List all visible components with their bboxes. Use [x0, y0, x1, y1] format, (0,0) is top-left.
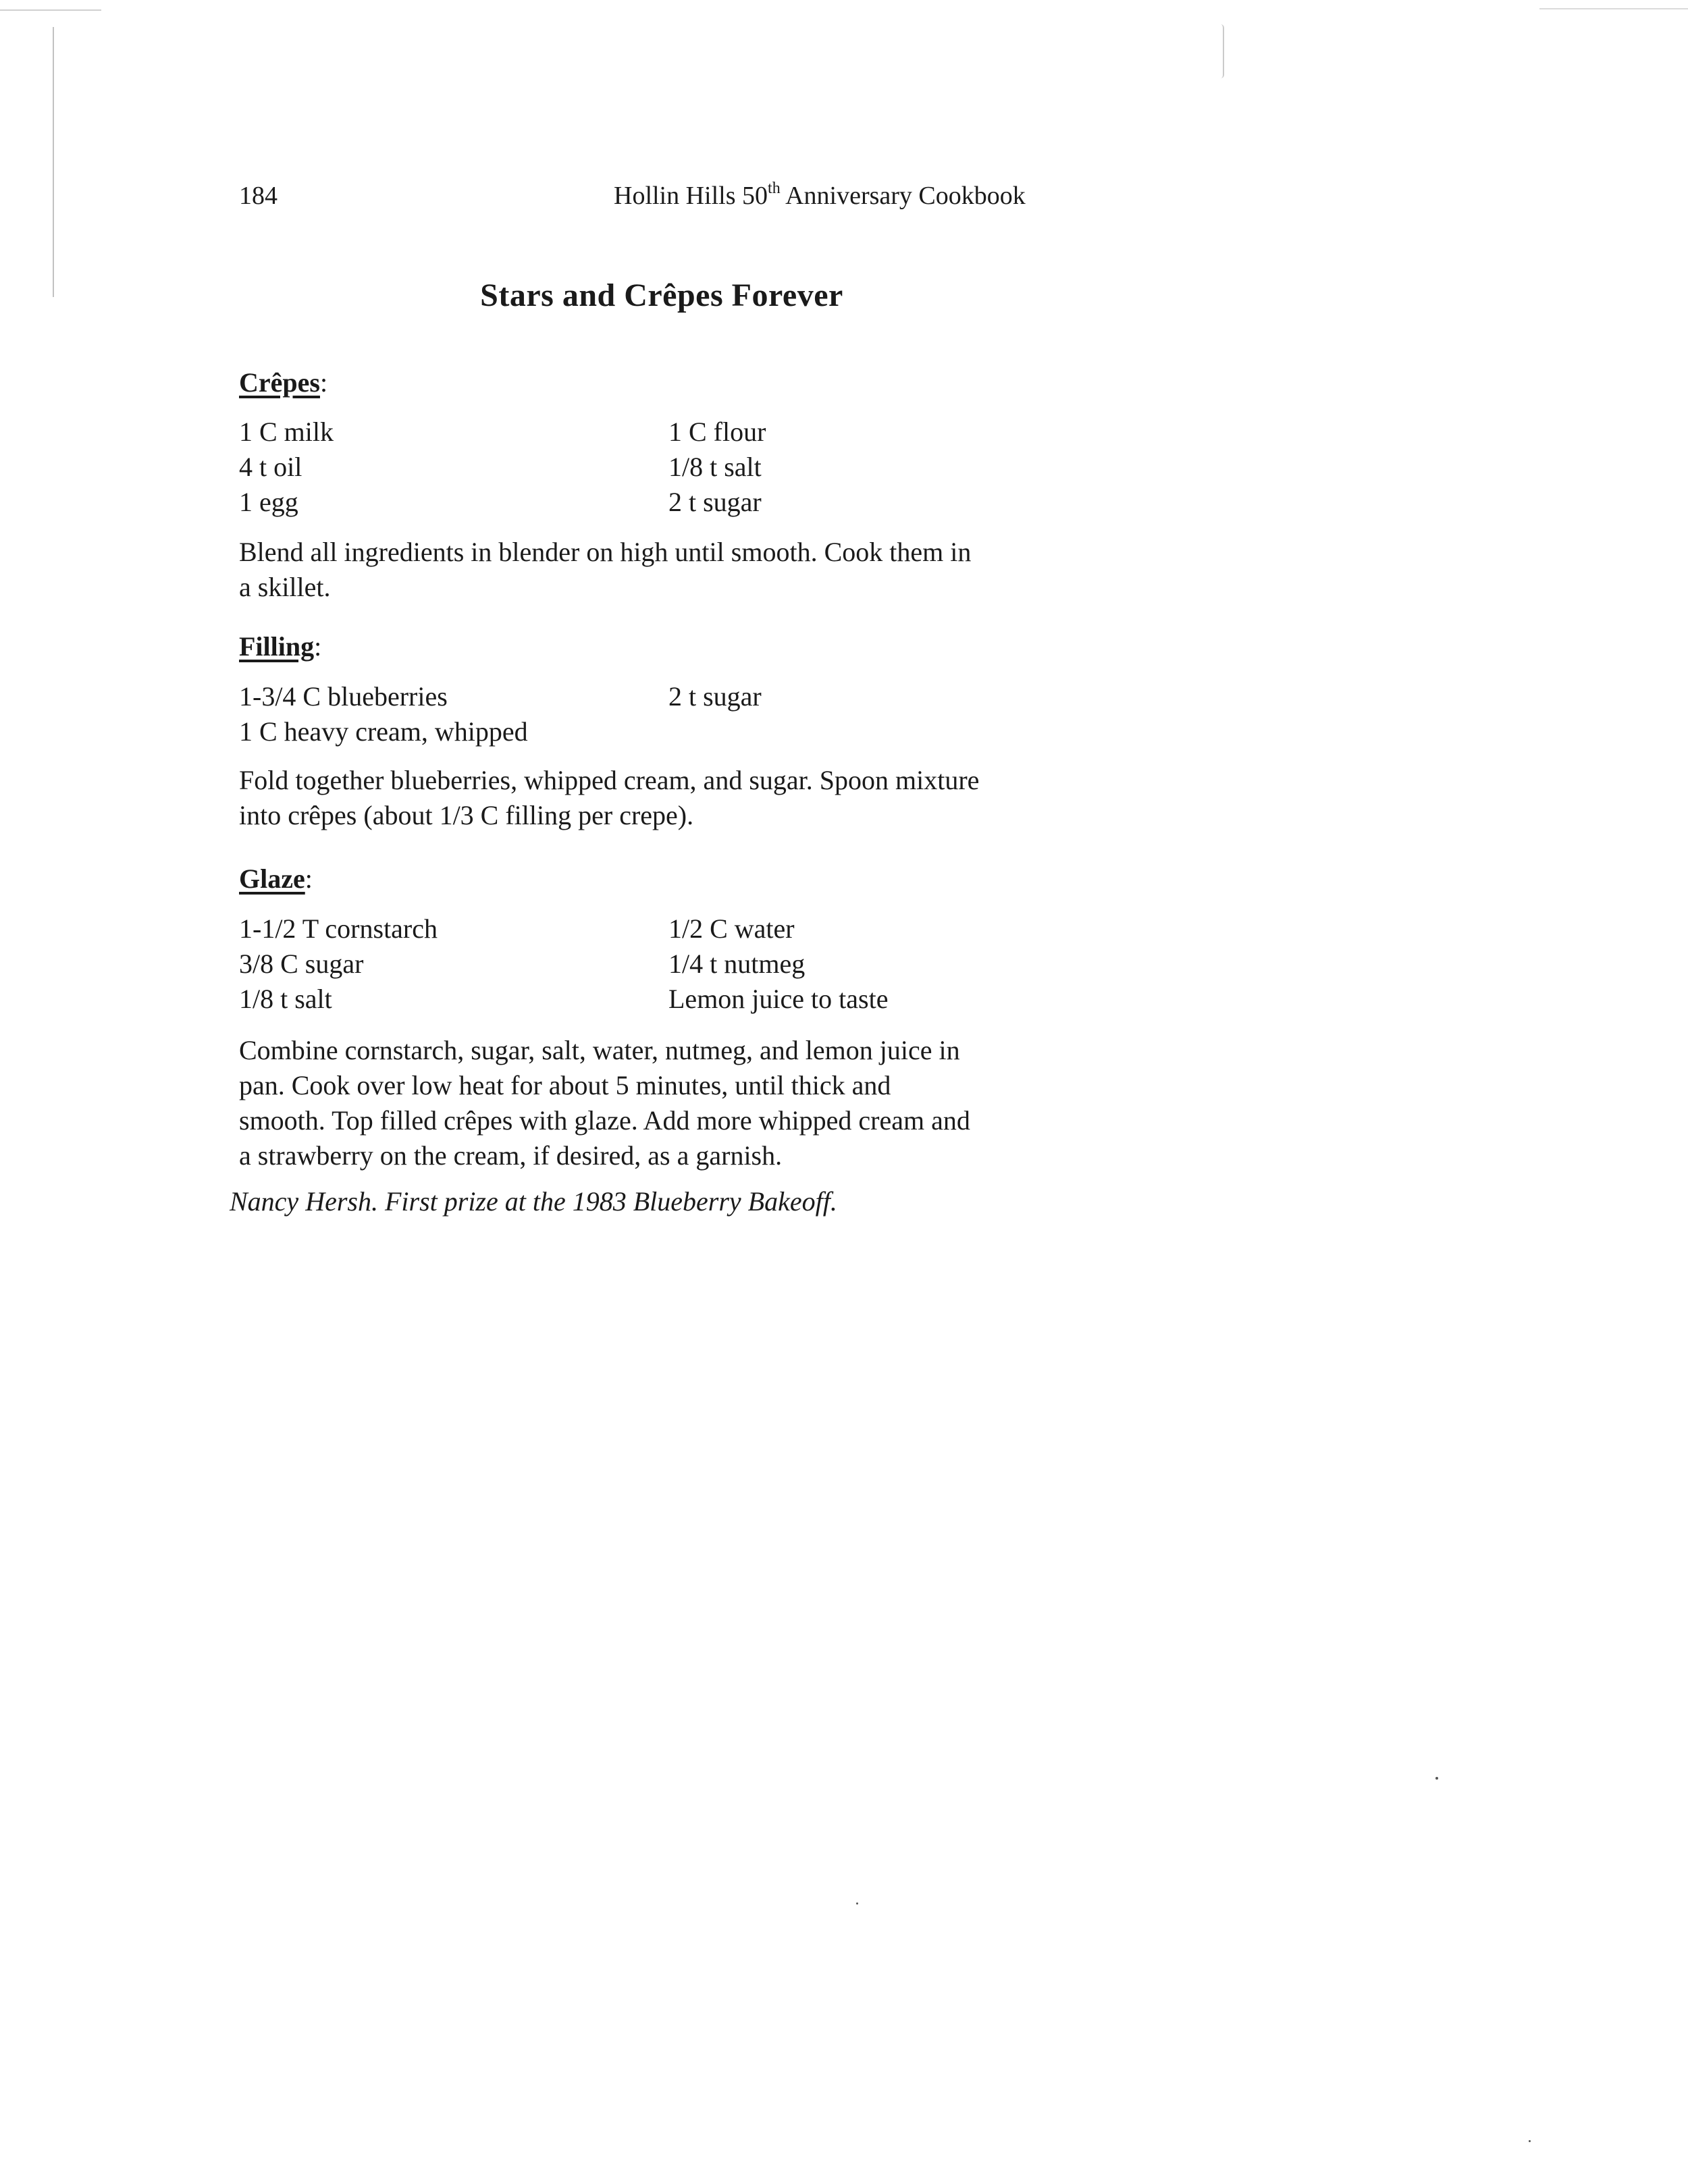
- glaze-ingredient-list: [239, 911, 1117, 1017]
- instruction-line: pan. Cook over low heat for about 5 minutes, until thick and: [239, 1070, 891, 1100]
- ingredient: Lemon juice to taste: [668, 984, 889, 1014]
- instruction-line: a skillet.: [239, 572, 331, 602]
- book-title-prefix: Hollin Hills 50: [614, 182, 768, 210]
- glaze-heading: [239, 863, 313, 895]
- ingredient: 1/8 t salt: [239, 984, 332, 1014]
- crepes-heading-text: Crêpes: [239, 367, 320, 398]
- instruction-line: a strawberry on the cream, if desired, as a garnish.: [239, 1140, 783, 1171]
- crepes-heading-colon: :: [319, 367, 328, 398]
- filling-heading: [239, 631, 321, 662]
- ingredient: 1 egg: [239, 487, 298, 517]
- ingredient: 4 t oil: [239, 452, 302, 482]
- glaze-heading-text: Glaze: [239, 863, 305, 894]
- scan-edge-line: [53, 27, 54, 297]
- ingredient: 3/8 C sugar: [239, 949, 364, 979]
- instruction-line: Combine cornstarch, sugar, salt, water, nutmeg, and lemon juice in: [239, 1035, 960, 1065]
- ingredient-row: [239, 911, 1117, 947]
- instruction-line: Blend all ingredients in blender on high until smooth. Cook them in: [239, 537, 972, 567]
- ingredient: 1/8 t salt: [668, 452, 762, 482]
- scan-edge-line: [1539, 8, 1688, 9]
- ingredient: 1 C milk: [239, 417, 334, 447]
- page-header: [239, 181, 1076, 215]
- scan-speck: [1529, 2140, 1531, 2142]
- filling-instructions: [239, 763, 1090, 833]
- ingredient: 2 t sugar: [668, 487, 762, 517]
- filling-ingredient-list: [239, 679, 1117, 749]
- book-title-ordinal: th: [768, 180, 781, 197]
- crepes-ingredient-list: [239, 415, 1117, 520]
- ingredient-row: [239, 714, 1117, 749]
- recipe-title: Stars and Crêpes Forever: [480, 277, 843, 313]
- ingredient: 1 C heavy cream, whipped: [239, 716, 528, 747]
- ingredient: 2 t sugar: [668, 681, 762, 712]
- recipe-attribution: Nancy Hersh. First prize at the 1983 Blueberry Bakeoff.: [230, 1186, 837, 1217]
- ingredient-row: [239, 982, 1117, 1017]
- scan-speck: [1435, 1777, 1438, 1780]
- instruction-line: into crêpes (about 1/3 C filling per crepe).: [239, 800, 694, 830]
- ingredient-row: [239, 450, 1117, 485]
- instruction-line: Fold together blueberries, whipped cream, and sugar. Spoon mixture: [239, 765, 980, 795]
- ingredient: 1/4 t nutmeg: [668, 949, 806, 979]
- crepes-heading: [239, 367, 327, 398]
- crepes-instructions: [239, 535, 1090, 605]
- ingredient: 1-3/4 C blueberries: [239, 681, 448, 712]
- page-number: 184: [239, 182, 278, 210]
- instruction-line: smooth. Top filled crêpes with glaze. Add more whipped cream and: [239, 1105, 970, 1136]
- scan-edge-line: [0, 9, 101, 11]
- book-title: [614, 181, 1026, 211]
- ingredient-row: [239, 415, 1117, 450]
- ingredient: 1-1/2 T cornstarch: [239, 913, 438, 944]
- scan-mark: [1221, 24, 1224, 78]
- scan-speck: [856, 1902, 858, 1905]
- filling-heading-colon: :: [314, 631, 322, 662]
- ingredient: 1 C flour: [668, 417, 766, 447]
- glaze-instructions: [239, 1033, 1090, 1173]
- ingredient-row: [239, 947, 1117, 982]
- ingredient-row: [239, 485, 1117, 520]
- filling-heading-text: Filling: [239, 631, 315, 662]
- book-title-suffix: Anniversary Cookbook: [780, 182, 1026, 210]
- ingredient: 1/2 C water: [668, 913, 795, 944]
- ingredient-row: [239, 679, 1117, 714]
- glaze-heading-colon: :: [305, 863, 313, 894]
